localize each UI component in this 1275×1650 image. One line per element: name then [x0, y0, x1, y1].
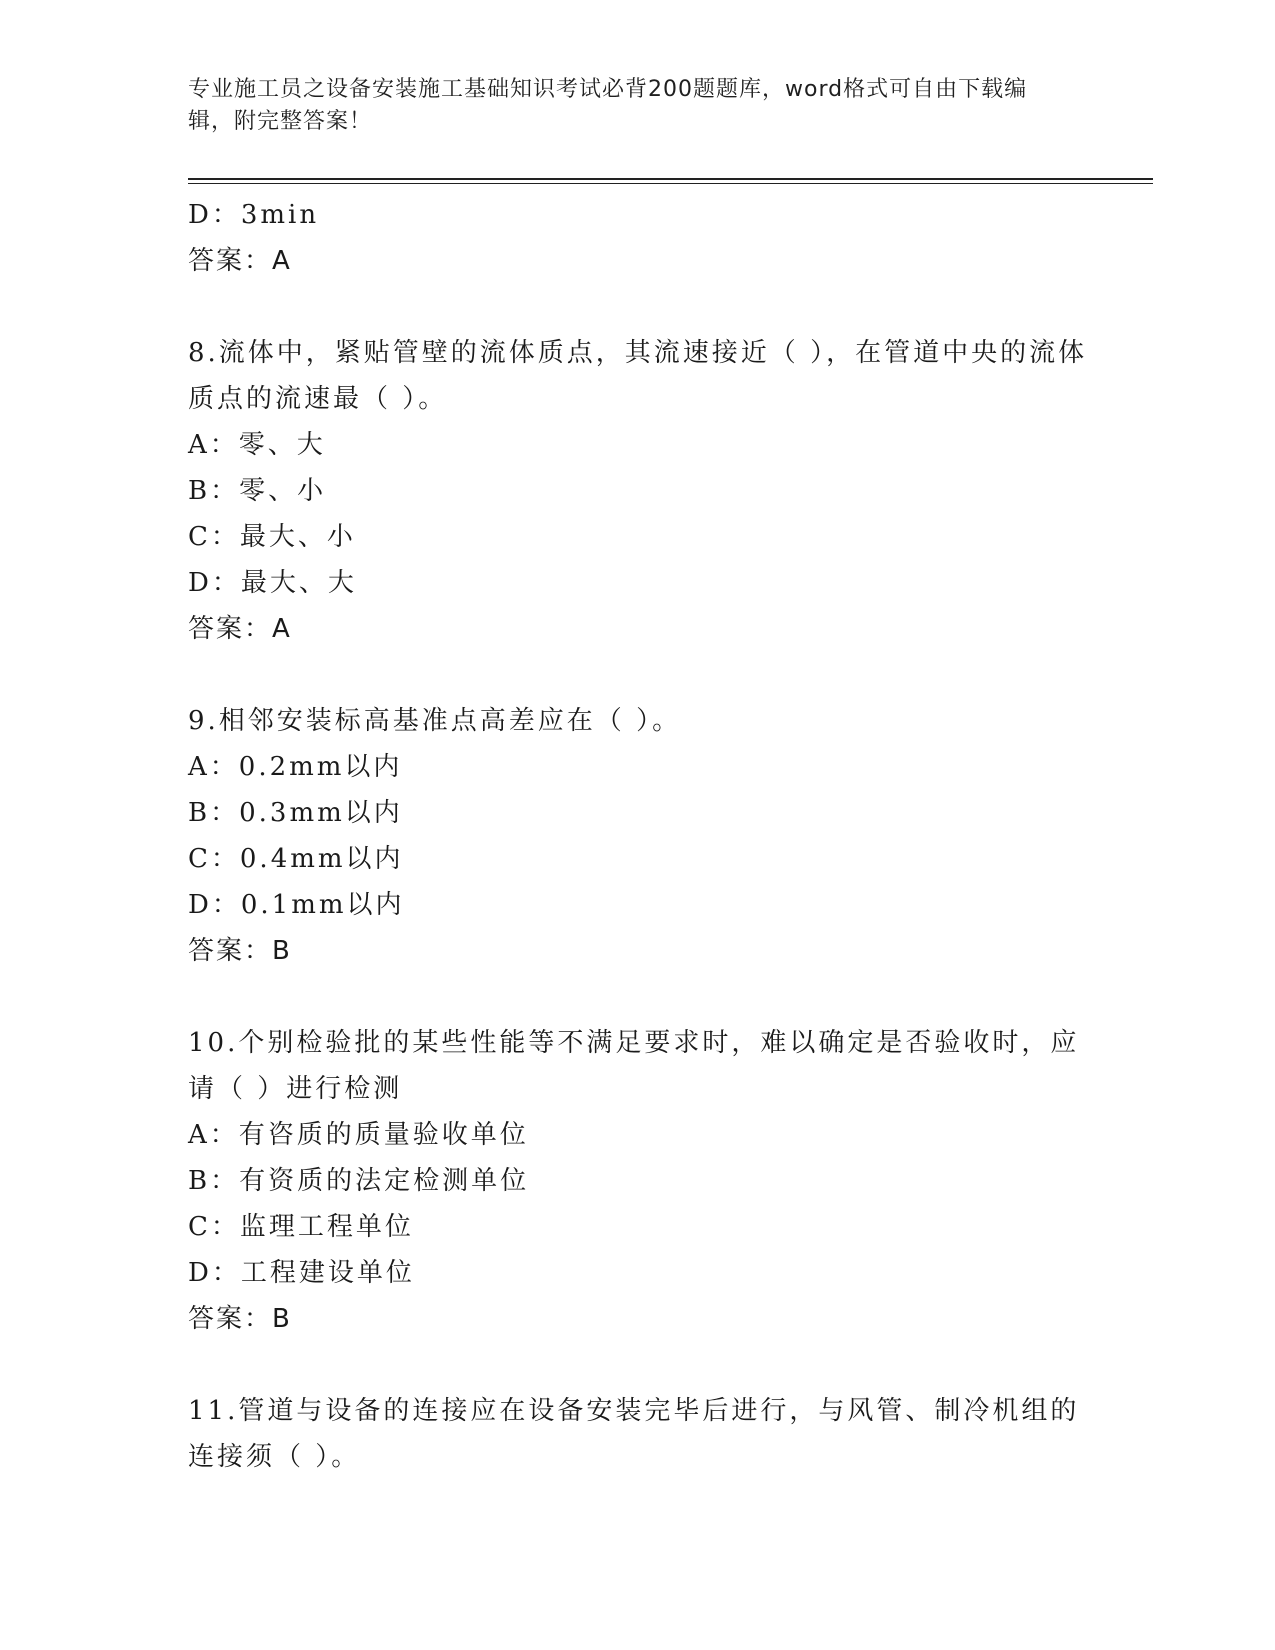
q9-question: 9.相邻安装标高基准点高差应在（ ）。 — [188, 706, 682, 736]
spacer — [188, 1342, 1088, 1388]
q9-answer: 答案：B — [188, 936, 292, 966]
q8-question: 8.流体中，紧贴管壁的流体质点，其流速接近（ ），在管道中央的流体质点的流速最（ ）。 — [188, 338, 1088, 414]
q10-option-b: B：有资质的法定检测单位 — [188, 1166, 530, 1196]
document-header: 专业施工员之设备安装施工基础知识考试必背200题题库，word格式可自由下载编辑，附完整答案！ — [188, 77, 1028, 134]
spacer — [188, 284, 1088, 330]
q10-option-a: A：有咨质的质量验收单位 — [188, 1120, 529, 1150]
q8-option-b: B：零、小 — [188, 476, 327, 506]
q10-answer: 答案：B — [188, 1304, 292, 1334]
q7-answer: 答案：A — [188, 246, 292, 276]
q10-question: 10.个别检验批的某些性能等不满足要求时，难以确定是否验收时，应请（ ）进行检测 — [188, 1028, 1080, 1104]
q8-option-d: D：最大、大 — [188, 568, 357, 598]
q7-option-d: D：3min — [188, 200, 320, 230]
q9-option-a: A：0.2mm以内 — [188, 752, 403, 782]
header-divider-thin — [188, 183, 1153, 184]
spacer — [188, 652, 1088, 698]
q8-answer: 答案：A — [188, 614, 292, 644]
q8-option-c: C：最大、小 — [188, 522, 356, 552]
q9-option-b: B：0.3mm以内 — [188, 798, 403, 828]
q9-option-d: D：0.1mm以内 — [188, 890, 405, 920]
q9-option-c: C：0.4mm以内 — [188, 844, 404, 874]
spacer — [188, 974, 1088, 1020]
question-list — [188, 192, 1088, 1480]
q11-question: 11.管道与设备的连接应在设备安装完毕后进行，与风管、制冷机组的连接须（ ）。 — [188, 1396, 1080, 1472]
q10-option-d: D：工程建设单位 — [188, 1258, 415, 1288]
header-divider-thick — [188, 178, 1153, 180]
q10-option-c: C：监理工程单位 — [188, 1212, 414, 1242]
q8-option-a: A：零、大 — [188, 430, 326, 460]
